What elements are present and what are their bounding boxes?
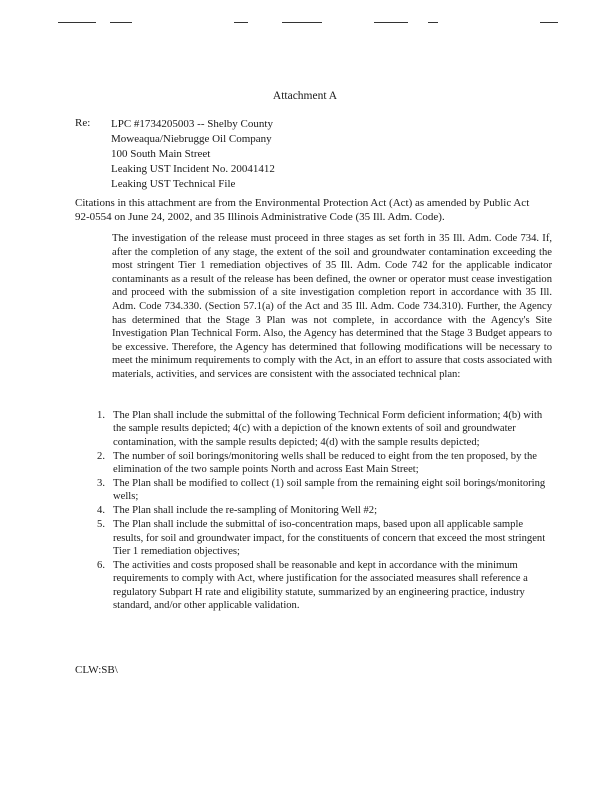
list-text: The number of soil borings/monitoring wells shall be reduced to eight from the ten proposed, by the elimination of the two sample points North and across East Main Street; [113,450,537,476]
scan-artifact [110,22,132,23]
scan-artifact [428,22,438,23]
re-block [111,117,275,192]
intro-paragraph: Citations in this attachment are from the Environmental Protection Act (Act) as amended by Public Act 92-0554 on June 24, 2002, and 35 Illinois Administrative Code (35 Ill. Adm. Code). [75,197,530,223]
list-item [83,409,553,449]
list-item [83,559,553,613]
scan-artifact [540,22,558,23]
list-text: The Plan shall include the submittal of iso-concentration maps, based upon all applicable sample results, for soil and groundwater impact, for the constituents of concern that exceed the most stringent Tier 1 remediation objectives; [113,519,546,558]
list-number: 6. [97,559,105,571]
list-item [83,518,553,558]
modifications-list [83,409,553,613]
re-line: LPC #1734205003 -- Shelby County [111,118,273,130]
scan-artifact [282,22,322,23]
re-line: Leaking UST Incident No. 20041412 [111,163,275,175]
list-item [83,450,553,477]
list-item [83,504,553,517]
list-number: 2. [97,450,105,462]
list-number: 3. [97,478,105,490]
re-line: Moweaqua/Niebrugge Oil Company [111,133,272,145]
list-text: The Plan shall include the re-sampling of Monitoring Well #2; [113,505,378,517]
list-number: 4. [97,505,105,517]
list-number: 5. [97,519,105,531]
signature-initials: CLW:SB\ [75,664,118,676]
scan-artifact [58,22,96,23]
scan-artifact [234,22,248,23]
re-line: Leaking UST Technical File [111,178,236,190]
list-text: The activities and costs proposed shall be reasonable and kept in accordance with the minimum requirements to comply with Act, where justification for the associated measures shall reference a regulatory Subpart H rate and eligibility statute, summarized by an engineering practice, industry standard, and/or other applicable validation. [113,559,528,612]
list-text: The Plan shall be modified to collect (1) soil sample from the remaining eight soil borings/monitoring wells; [113,478,546,503]
scan-artifact [374,22,408,23]
attachment-title: Attachment A [272,90,338,102]
re-line: 100 South Main Street [111,148,211,160]
re-label: Re: [75,117,91,129]
list-item [83,477,553,504]
list-number: 1. [97,410,105,421]
body-paragraph: The investigation of the release must proceed in three stages as set forth in 35 Ill. Adm. Code 734. If, after the completion of any stage, the extent of the soil and groundwater contamination exceeding the most stringent Tier 1 remediation objectives of 35 Ill. Adm. Code 742 for the applicable indicator contaminants as a result of the release has been defined, the owner or operator must cease investigation and proceed with the submission of a site investigation completion report in accordance with 35 Ill. Adm. Code 734.330. (Section 57.1(a) of the Act and 35 Ill. Adm. Code 734.310). Further, the Agency has determined that the Stage 3 Plan was not complete, in accordance with the Agency's Site Investigation Plan Technical Form. Also, the Agency has determined that the Stage 3 Budget appears to be excessive. Therefore, the Agency has determined that following modifications will be necessary to meet the minimum requirements to comply with the Act, in an effort to assure that costs associated with materials, activities, and services are consistent with the associated technical plan: [112,233,552,380]
list-text: The Plan shall include the submittal of the following Technical Form deficient information; 4(b) with the sample results depicted; 4(c) with a depiction of the known extents of soil and groundwater contamination, with the sample results depicted; 4(d) with the sample results depicted; [113,410,543,448]
